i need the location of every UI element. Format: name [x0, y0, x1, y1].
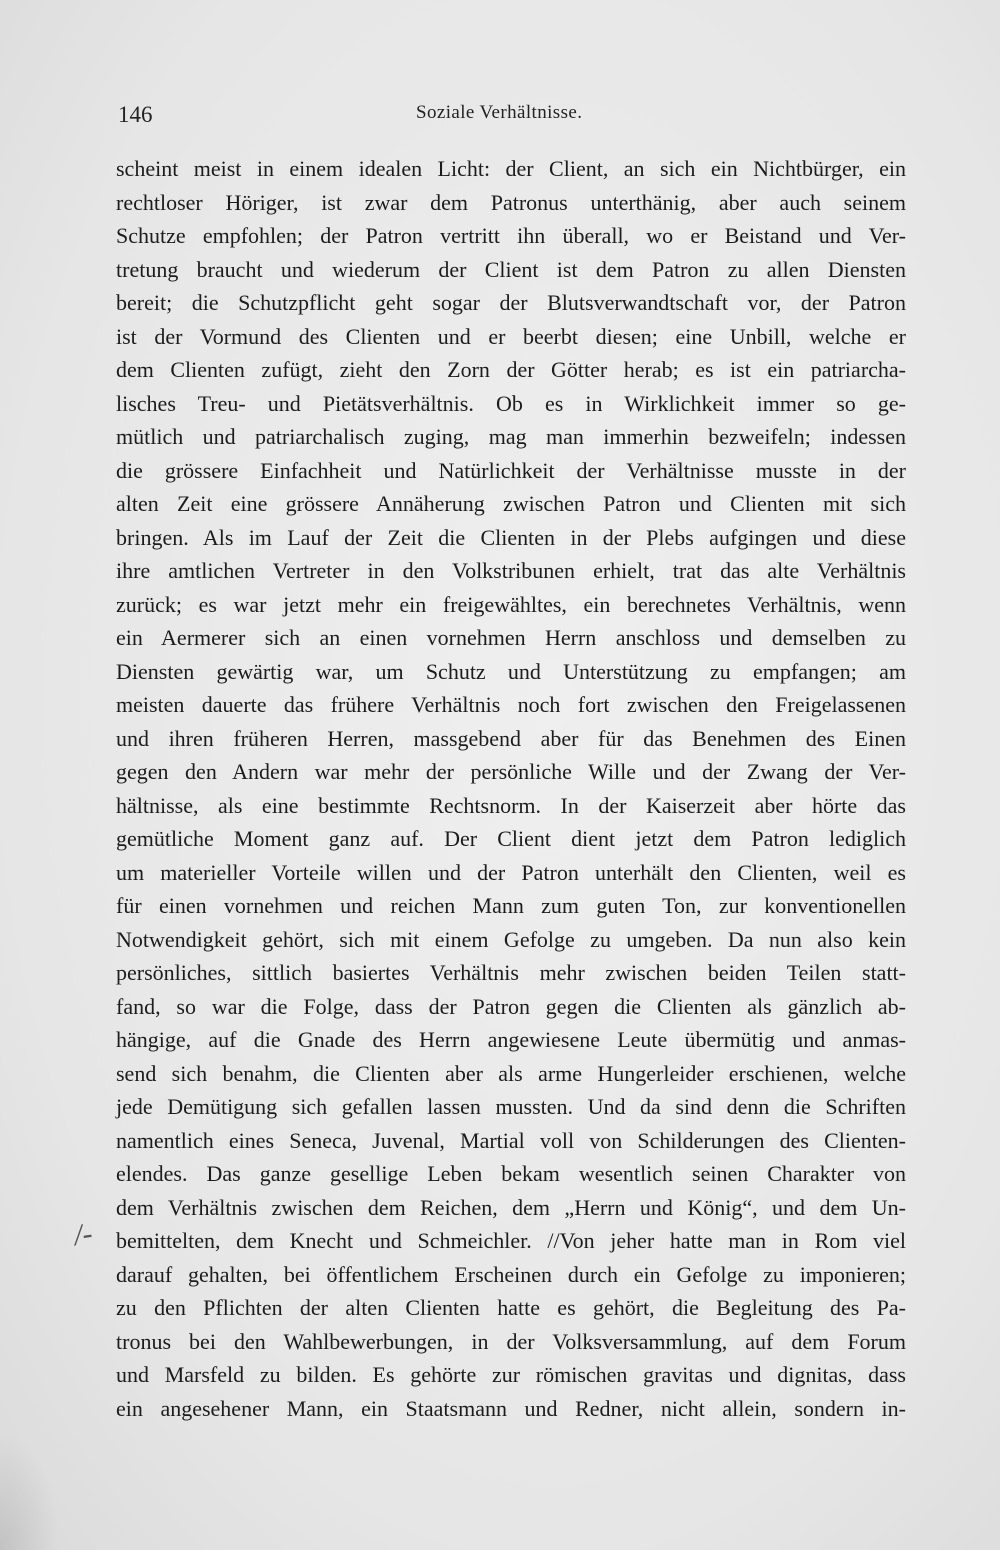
text-line: ihre amtlichen Vertreter in den Volkstribunen erhielt, trat das alte Verhältnis [116, 558, 906, 583]
text-line: ist der Vormund des Clienten und er beerbt diesen; eine Unbill, welche er [116, 323, 906, 349]
text-line: dem Verhältnis zwischen dem Reichen, dem „Herrn und König“, und dem Un- [116, 1194, 906, 1220]
text-line: namentlich eines Seneca, Juvenal, Martial voll von Schilderungen des Clienten- [116, 1127, 906, 1153]
text-line: darauf gehalten, bei öffentlichem Erscheinen durch ein Gefolge zu imponieren; [116, 1261, 906, 1287]
text-line: für einen vornehmen und reichen Mann zum guten Ton, zur konventionellen [116, 893, 906, 918]
running-head: Soziale Verhältnisse. [416, 102, 583, 123]
text-line: jede Demütigung sich gefallen lassen mussten. Und da sind denn die Schriften [116, 1094, 906, 1119]
text-line: rechtloser Höriger, ist zwar dem Patronus unterthänig, aber auch seinem [116, 189, 906, 215]
text-line: alten Zeit eine grössere Annäherung zwischen Patron und Clienten mit sich [116, 491, 906, 516]
text-line: lisches Treu- und Pietätsverhältnis. Ob es in Wirklichkeit immer so ge- [116, 390, 906, 416]
text-line: zurück; es war jetzt mehr ein freigewähltes, ein berechnetes Verhältnis, wenn [116, 591, 906, 617]
text-line: mütlich und patriarchalisch zuging, mag man immerhin bezweifeln; indessen [116, 424, 906, 449]
text-line: und Marsfeld zu bilden. Es gehörte zur römischen gravitas und dignitas, dass [116, 1362, 906, 1387]
text-line: hängige, auf die Gnade des Herrn angewiesene Leute übermütig und anmas- [116, 1027, 906, 1052]
text-line: Notwendigkeit gehört, sich mit einem Gefolge zu umgeben. Da nun also kein [116, 926, 906, 952]
text-line: zu den Pflichten der alten Clienten hatte es gehört, die Begleitung des Pa- [116, 1295, 906, 1320]
text-line: tronus bei den Wahlbewerbungen, in der Volksversammlung, auf dem Forum [116, 1328, 906, 1354]
text-line: bringen. Als im Lauf der Zeit die Clienten in der Plebs aufgingen und diese [116, 524, 906, 550]
text-line: hältnisse, als eine bestimmte Rechtsnorm. In der Kaiserzeit aber hörte das [116, 792, 906, 818]
page-number: 146 [118, 102, 153, 127]
text-line: um materieller Vorteile willen und der Patron unterhält den Clienten, weil es [116, 859, 906, 885]
text-line: Diensten gewärtig war, um Schutz und Unterstützung zu empfangen; am [116, 658, 906, 684]
text-line: gegen den Andern war mehr der persönliche Wille und der Zwang der Ver- [116, 759, 906, 784]
text-line: Schutze empfohlen; der Patron vertritt ihn überall, wo er Beistand und Ver- [116, 223, 906, 248]
text-line: elendes. Das ganze gesellige Leben bekam wesentlich seinen Charakter von [116, 1161, 906, 1186]
text-line: ein angesehener Mann, ein Staatsmann und Redner, nicht allein, sondern in- [116, 1395, 906, 1421]
text-line: scheint meist in einem idealen Licht: der Client, an sich ein Nichtbürger, ein [116, 156, 906, 181]
text-line: ein Aermerer sich an einen vornehmen Herrn anschloss und demselben zu [116, 625, 906, 650]
margin-pencil-mark: /‑ [71, 1216, 95, 1253]
text-line: tretung braucht und wiederum der Client ist dem Patron zu allen Diensten [116, 256, 906, 282]
page-header [118, 98, 908, 134]
page-stain [0, 1430, 60, 1550]
text-line: send sich benahm, die Clienten aber als arme Hungerleider erschienen, welche [116, 1060, 906, 1086]
body-text [116, 152, 906, 1425]
text-line: die grössere Einfachheit und Natürlichkeit der Verhältnisse musste in der [116, 457, 906, 483]
text-line: persönliches, sittlich basiertes Verhältnis mehr zwischen beiden Teilen statt- [116, 960, 906, 985]
text-line: bemittelten, dem Knecht und Schmeichler. //Von jeher hatte man in Rom viel [116, 1228, 906, 1253]
text-line: meisten dauerte das frühere Verhältnis noch fort zwischen den Freigelassenen [116, 692, 906, 717]
text-line: dem Clienten zufügt, zieht den Zorn der Götter herab; es ist ein patriarcha- [116, 357, 906, 382]
text-line: fand, so war die Folge, dass der Patron gegen die Clienten als gänzlich ab- [116, 993, 906, 1019]
text-line: bereit; die Schutzpflicht geht sogar der Blutsverwandtschaft vor, der Patron [116, 290, 906, 315]
text-line: und ihren früheren Herren, massgebend aber für das Benehmen des Einen [116, 725, 906, 751]
text-line: gemütliche Moment ganz auf. Der Client dient jetzt dem Patron lediglich [116, 826, 906, 851]
